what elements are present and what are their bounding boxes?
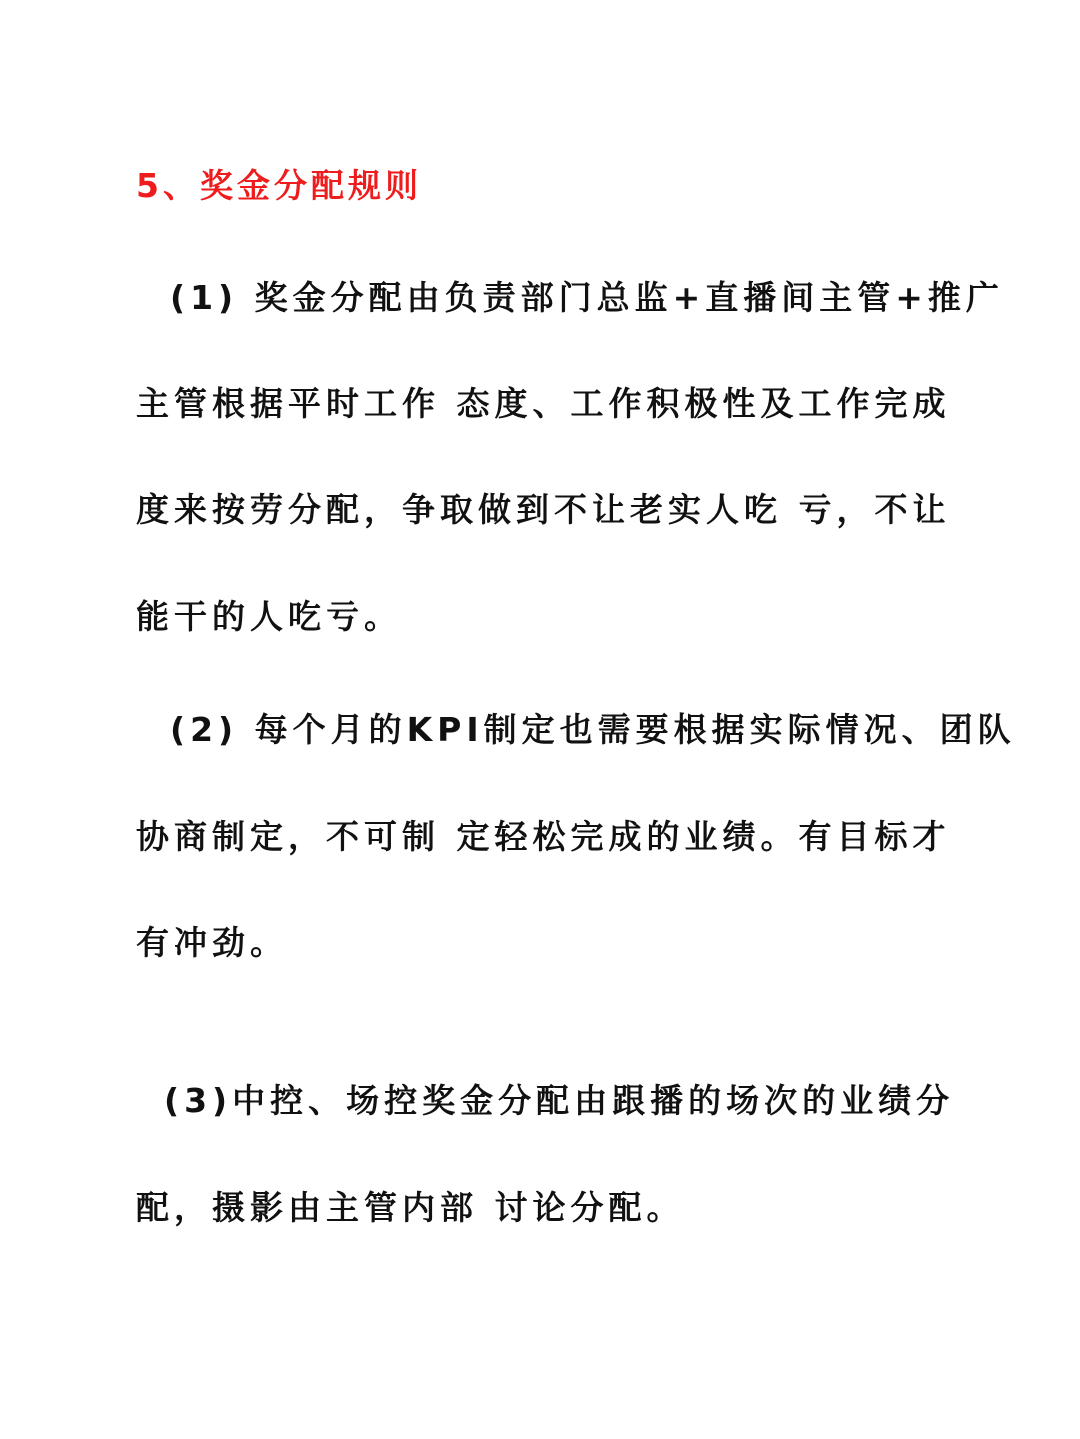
paragraph-2-line-2: 协商制定，不可制 定轻松完成的业绩。有目标才	[136, 817, 951, 856]
paragraph-3-line-2: 配，摄影由主管内部 讨论分配。	[136, 1188, 685, 1227]
paragraph-3-line-1: (3)中控、场控奖金分配由跟播的场次的业绩分	[164, 1081, 955, 1120]
paragraph-2-line-3: 有冲劲。	[136, 923, 288, 962]
paragraph-1-line-2: 主管根据平时工作 态度、工作积极性及工作完成	[136, 384, 951, 423]
paragraph-1-line-4: 能干的人吃亏。	[136, 597, 402, 636]
paragraph-2-line-1: (2) 每个月的KPI制定也需要根据实际情况、团队	[170, 710, 1016, 749]
section-heading: 5、奖金分配规则	[136, 166, 422, 205]
paragraph-1-line-1: (1) 奖金分配由负责部门总监+直播间主管+推广	[170, 278, 1004, 317]
paragraph-1-line-3: 度来按劳分配，争取做到不让老实人吃 亏，不让	[136, 490, 951, 529]
